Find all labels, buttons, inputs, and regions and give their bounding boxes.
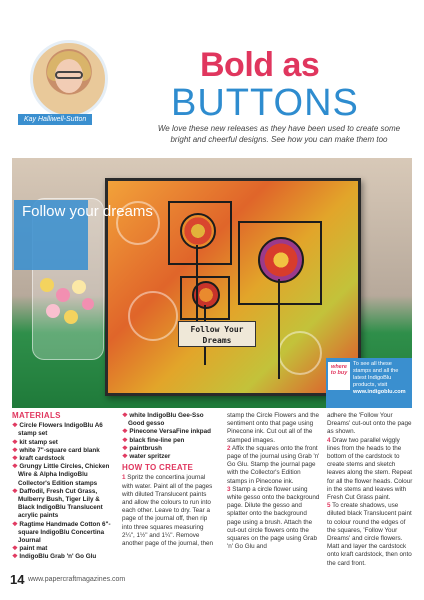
card-sentiment: Follow Your Dreams bbox=[178, 321, 256, 347]
candy bbox=[56, 288, 70, 302]
intro-text: We love these new releases as they have been used to create some bright and cheerful designs. See how you can make them too bbox=[157, 124, 401, 144]
page-number: 14 bbox=[10, 572, 25, 587]
step-5: 5 To create shadows, use diluted black Translucent paint to colour round the edges of the squares, 'Follow Your Dreams' and circle flowers. Matt and layer the cardstock onto kraft cardstock, then onto the card front. bbox=[327, 502, 412, 567]
where-to-buy-description: To see all these stamps and all the latest IndigoBlu products, visit bbox=[353, 361, 399, 388]
materials-column bbox=[12, 412, 118, 562]
author-name-tag: Kay Halliwell-Sutton bbox=[18, 114, 92, 125]
candy bbox=[82, 298, 94, 310]
step-1: 1 Spritz the concertina journal with water. Paint all of the pages with diluted Translucent paints and allow the colours to run into each other. Leave to dry. Tear a page of the journal off, then rip into three squares measuring 2¼", 1½" and 1¼". Remove another page of the journal, then bbox=[122, 474, 214, 548]
material-item: ❖ Circle Flowers IndigoBlu A6 stamp set bbox=[12, 422, 103, 438]
howto-column-3 bbox=[227, 412, 320, 551]
step-1-continued: stamp the Circle Flowers and the sentiment onto that page using Pinecone ink. Cut out all of the stamped images. bbox=[227, 412, 320, 444]
material-item: ❖ Grungy Little Circles, Chicken Wire & Alpha IndigoBlu Collector's Edition stamps bbox=[12, 463, 110, 487]
candy bbox=[72, 280, 86, 294]
circle-flower bbox=[258, 237, 304, 283]
howto-heading: HOW TO CREATE bbox=[122, 463, 194, 473]
step-3-continued: adhere the 'Follow Your Dreams' cut-out onto the page as shown. bbox=[327, 412, 412, 436]
white-flower-stamp bbox=[128, 291, 178, 341]
candy bbox=[46, 304, 60, 318]
step-2: 2 Affix the squares onto the front page of the journal using Grab 'n' Go Glu. Stamp the journal page with the Collector's Edition stamps in Pinecone ink. bbox=[227, 444, 320, 485]
material-item: ❖ paintbrush bbox=[122, 444, 162, 452]
step-4: 4 Draw two parallel wiggly lines from the heads to the bottom of the cardstock to create stems and sketch leaves along the stem. Repeat for all the flower heads. Colour in the stems and leaves with Fresh Cut Grass paint. bbox=[327, 436, 413, 502]
author-avatar bbox=[30, 40, 108, 118]
material-item: ❖ Daffodil, Fresh Cut Grass, Mulberry Bush, Tiger Lily & Black IndigoBlu Translucent acrylic paints bbox=[12, 487, 103, 520]
footer-website[interactable]: www.papercraftmagazines.com bbox=[28, 576, 126, 583]
candy bbox=[40, 278, 54, 292]
avatar-glasses bbox=[55, 71, 83, 79]
material-item: ❖ kraft cardstock bbox=[12, 455, 65, 463]
where-to-buy-url[interactable]: www.indigoblu.com bbox=[353, 389, 406, 395]
material-item: ❖ IndigoBlu Grab 'n' Go Glu bbox=[12, 553, 97, 561]
material-item: ❖ black fine-line pen bbox=[122, 436, 185, 444]
material-item: ❖ kit stamp set bbox=[12, 438, 58, 446]
material-item: ❖ white 7"-square card blank bbox=[12, 446, 100, 454]
flower-stem bbox=[196, 245, 198, 323]
title-line-1: Bold as bbox=[200, 46, 320, 84]
materials-howto-column bbox=[122, 412, 217, 548]
white-flower-stamp bbox=[278, 331, 322, 375]
title-line-2: BUTTONS bbox=[171, 82, 359, 124]
circle-flower bbox=[180, 213, 216, 249]
material-item: ❖ Ragtime Handmade Cotton 6"-square IndigoBlu Concertina Journal bbox=[12, 520, 111, 545]
material-item: ❖ water spritzer bbox=[122, 453, 171, 461]
material-item: ❖ white IndigoBlu Gee-Sso Good gesso bbox=[122, 412, 204, 428]
step-3: 3 Stamp a circle flower using white gesso onto the background page. Dilute the gesso and splatter onto the background page using a brush. Attach the cut-out circle flowers onto the squares on the page using Grab 'n' Go Glu and bbox=[227, 485, 320, 551]
howto-column-4 bbox=[327, 412, 414, 568]
where-to-buy-text bbox=[353, 361, 411, 396]
where-to-buy-badge: where to buy bbox=[328, 362, 350, 390]
photo-caption: Follow your dreams bbox=[22, 203, 153, 220]
material-item: ❖ Pinecone VersaFine inkpad bbox=[122, 428, 211, 436]
materials-heading: MATERIALS bbox=[12, 411, 61, 420]
flower-stem bbox=[278, 279, 280, 379]
candy bbox=[64, 310, 78, 324]
material-item: ❖ paint mat bbox=[12, 545, 48, 553]
